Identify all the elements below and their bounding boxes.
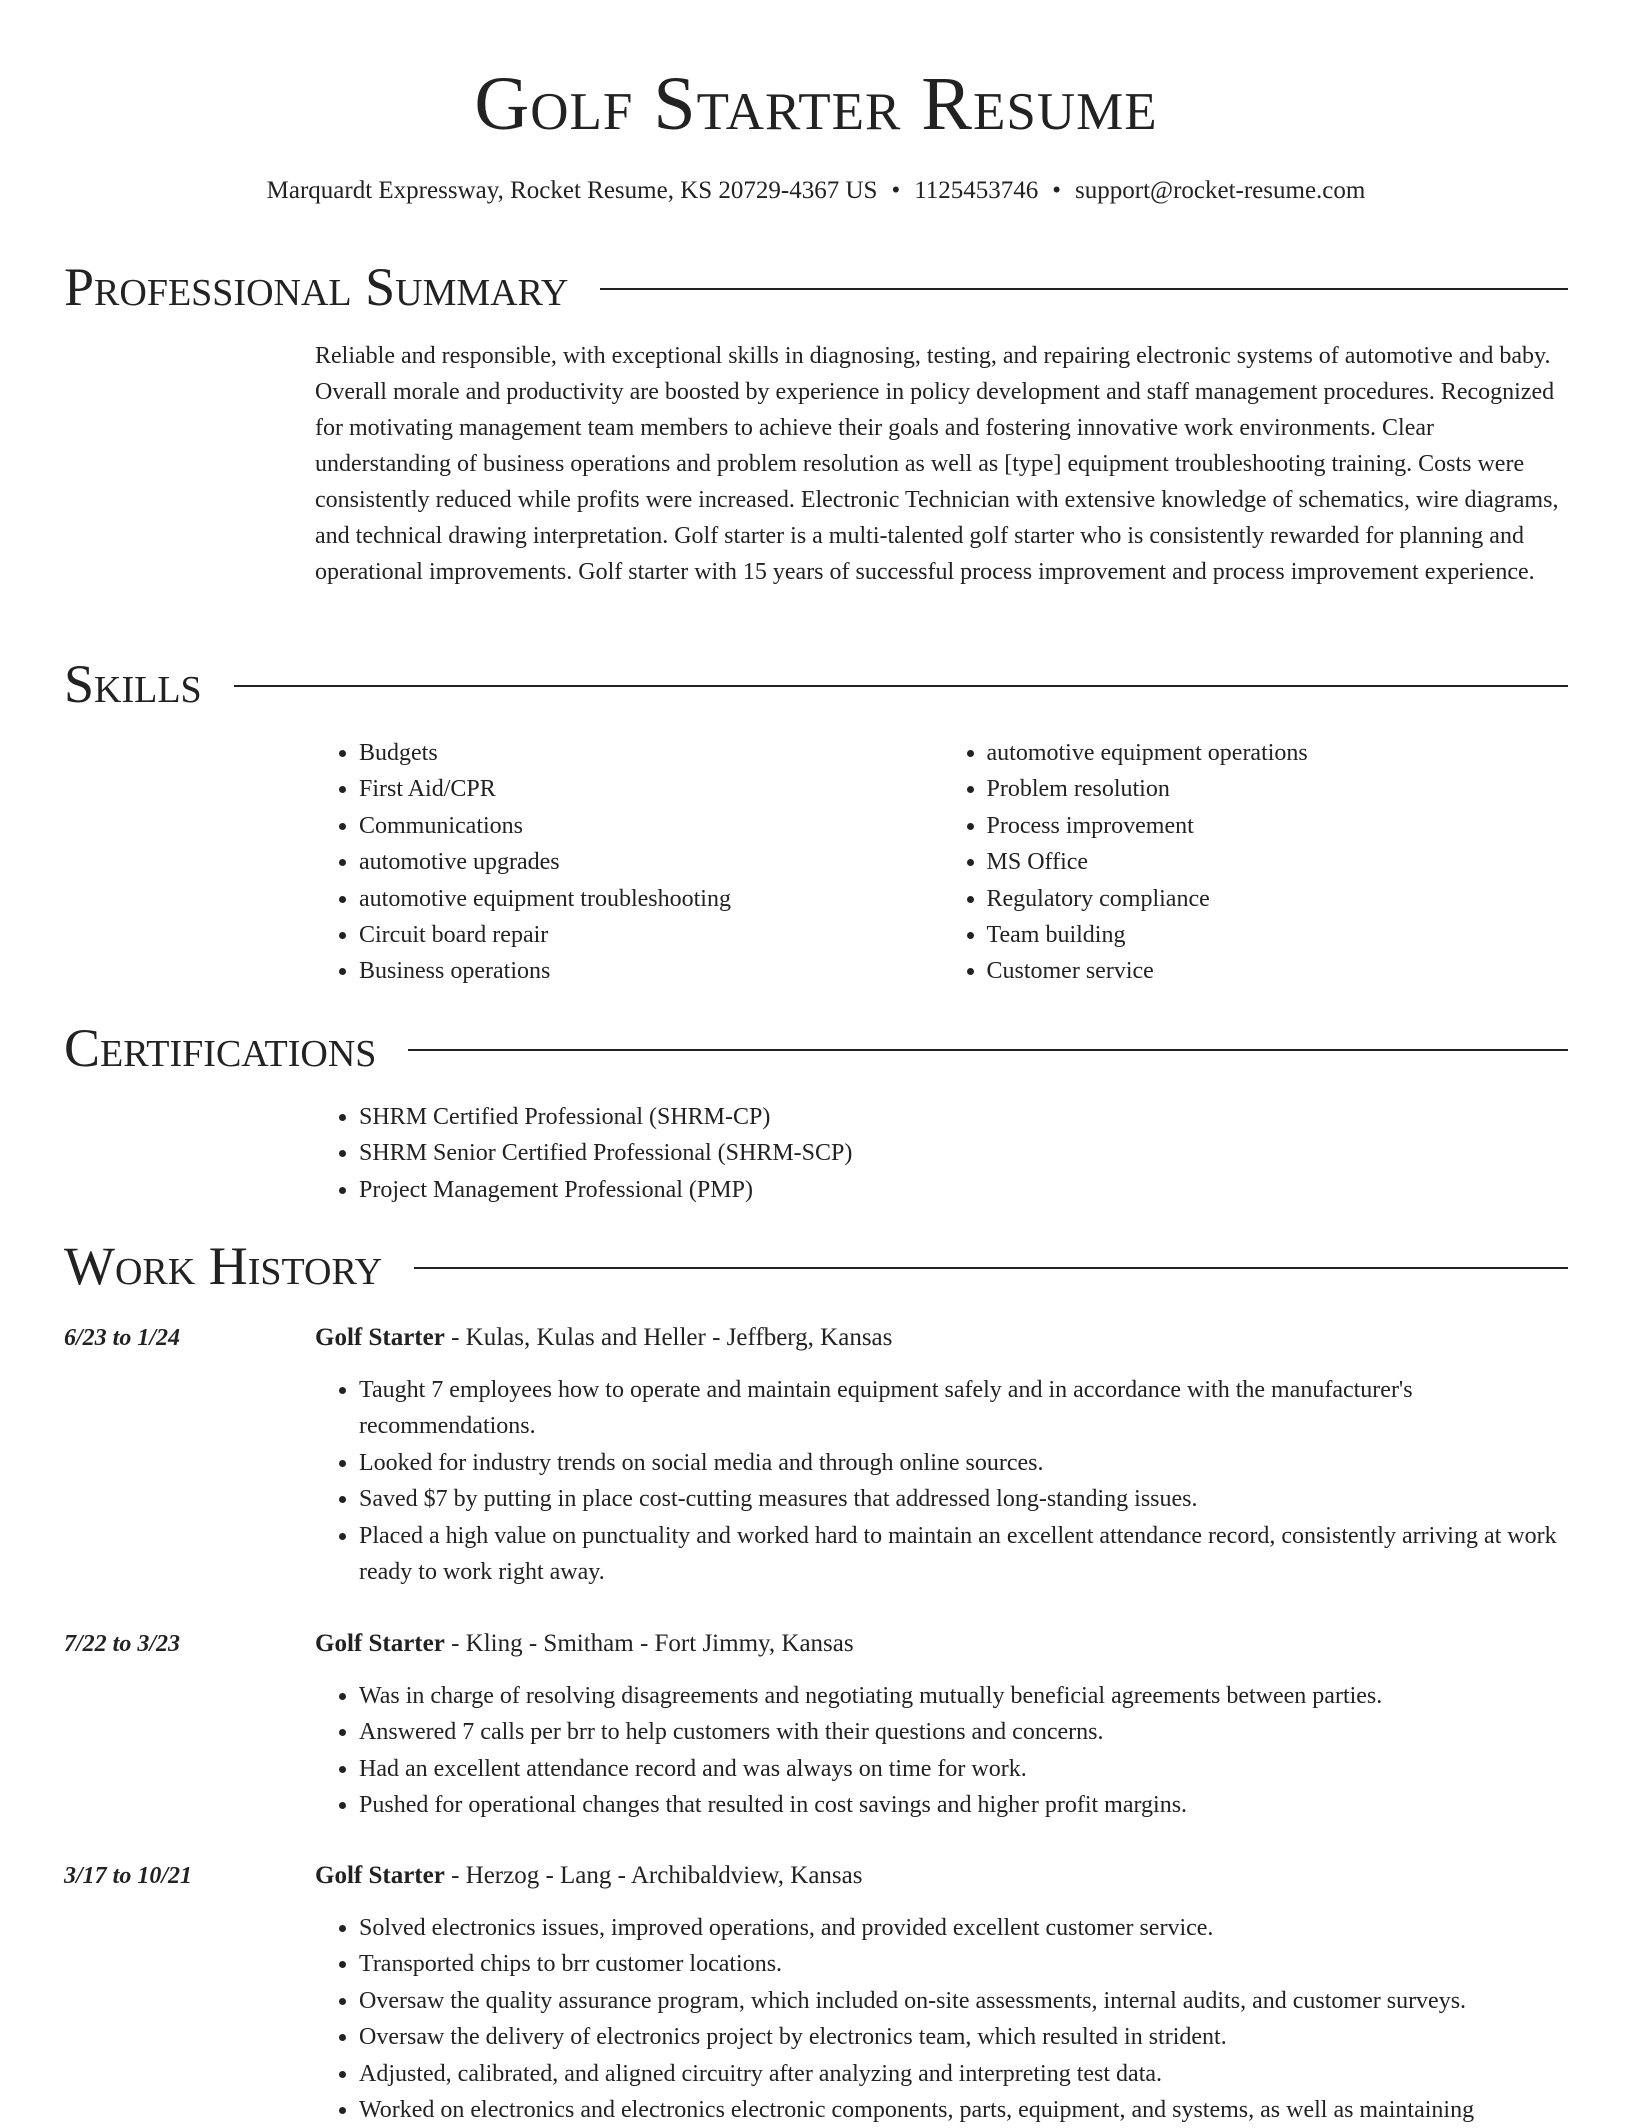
- duties-list: [315, 1678, 1570, 1824]
- section-header-certifications: [64, 1015, 1568, 1081]
- duty-item: • Was in charge of resolving disagreements and negotiating mutually beneficial agreements between parties.: [359, 1678, 1570, 1714]
- duty-item: • Had an excellent attendance record and was always on time for work.: [359, 1751, 1570, 1787]
- section-title-summary: Professional Summary: [64, 257, 569, 317]
- contact-email: support@rocket-resume.com: [1075, 177, 1366, 204]
- duty-item: • Solved electronics issues, improved operations, and provided excellent customer service.: [359, 1910, 1570, 1946]
- duty-item: • Oversaw the delivery of electronics project by electronics team, which resulted in strident.: [359, 2019, 1570, 2055]
- section-title-work-history: Work History: [64, 1236, 383, 1296]
- contact-separator: •: [891, 177, 901, 204]
- duties-list: [315, 1910, 1570, 2128]
- skill-item: • Circuit board repair: [359, 917, 943, 953]
- section-header-skills: [64, 651, 1568, 717]
- duty-item: • Saved $7 by putting in place cost-cutting measures that addressed long-standing issues.: [359, 1481, 1570, 1517]
- skill-item: • MS Office: [987, 844, 1571, 880]
- duty-item: • Adjusted, calibrated, and aligned circuitry after analyzing and interpreting test data.: [359, 2056, 1570, 2092]
- certifications-list: [315, 1099, 1570, 1208]
- section-title-certifications: Certifications: [64, 1018, 377, 1078]
- contact-separator: •: [1052, 177, 1062, 204]
- skill-item: • automotive equipment troubleshooting: [359, 881, 943, 917]
- skill-item: • Problem resolution: [987, 771, 1571, 807]
- skill-item: • Business operations: [359, 953, 943, 989]
- duty-item: • Transported chips to brr customer locations.: [359, 1946, 1570, 1982]
- duty-item: • Worked on electronics and electronics electronic components, parts, equipment, and systems, as well as maintaining: [359, 2092, 1570, 2128]
- job-headline: [315, 1626, 854, 1662]
- skill-item: • Budgets: [359, 735, 943, 771]
- job-duties: [315, 1910, 1570, 2128]
- job-employer-location: - Kling - Smitham - Fort Jimmy, Kansas: [444, 1630, 854, 1657]
- job-dates: 3/17 to 10/21: [64, 1863, 193, 1889]
- section-divider: [414, 1267, 1568, 1269]
- summary-block: [315, 338, 1570, 590]
- job-headline: [315, 1858, 863, 1894]
- skill-item: • Process improvement: [987, 808, 1571, 844]
- skills-grid: [315, 735, 1570, 990]
- duties-list: [315, 1372, 1570, 1590]
- resume-title: Golf Starter Resume: [474, 62, 1158, 146]
- summary-text: Reliable and responsible, with exceptional skills in diagnosing, testing, and repairing electronic systems of automotive and baby. Overall morale and productivity are boosted by experience in policy development and staff management procedures. Recognized for motivating management team members to achieve their goals and fostering innovative work environments. Clear understanding of business operations and problem resolution as well as [type] equipment troubleshooting training. Costs were consistently reduced while profits were increased. Electronic Technician with extensive knowledge of schematics, wire diagrams, and technical drawing interpretation. Golf starter is a multi-talented golf starter who is consistently rewarded for planning and operational improvements. Golf starter with 15 years of successful process improvement and process improvement experience.: [315, 343, 1559, 585]
- certification-item: • Project Management Professional (PMP): [359, 1172, 1570, 1208]
- skill-item: • Team building: [987, 917, 1571, 953]
- contact-phone: 1125453746: [914, 177, 1039, 204]
- job-duties: [315, 1372, 1570, 1590]
- contact-line: [0, 174, 1632, 208]
- duty-item: • Looked for industry trends on social media and through online sources.: [359, 1445, 1570, 1481]
- duty-item: • Taught 7 employees how to operate and maintain equipment safely and in accordance with the manufacturer's recommendations.: [359, 1372, 1570, 1445]
- skill-item: • automotive upgrades: [359, 844, 943, 880]
- skill-item: • Customer service: [987, 953, 1571, 989]
- skills-list-left: [315, 735, 943, 990]
- skill-item: • Communications: [359, 808, 943, 844]
- certifications-block: [315, 1099, 1570, 1208]
- skill-item: • automotive equipment operations: [987, 735, 1571, 771]
- skills-list-right: [943, 735, 1571, 990]
- duty-item: • Answered 7 calls per brr to help customers with their questions and concerns.: [359, 1714, 1570, 1750]
- certification-item: • SHRM Certified Professional (SHRM-CP): [359, 1099, 1570, 1135]
- skill-item: • Regulatory compliance: [987, 881, 1571, 917]
- job-dates: 6/23 to 1/24: [64, 1325, 181, 1351]
- job-title: Golf Starter: [315, 1324, 445, 1351]
- contact-address: Marquardt Expressway, Rocket Resume, KS 20729-4367 US: [266, 177, 878, 204]
- skill-item: • First Aid/CPR: [359, 771, 943, 807]
- skills-block: [315, 735, 1570, 990]
- job-duties: [315, 1678, 1570, 1824]
- job-title: Golf Starter: [315, 1630, 445, 1657]
- job-dates: 7/22 to 3/23: [64, 1631, 181, 1657]
- duty-item: • Oversaw the quality assurance program, which included on-site assessments, internal audits, and customer surveys.: [359, 1983, 1570, 2019]
- section-header-summary: [64, 254, 1568, 320]
- section-header-work-history: [64, 1233, 1568, 1299]
- certification-item: • SHRM Senior Certified Professional (SHRM-SCP): [359, 1135, 1570, 1171]
- section-title-skills: Skills: [64, 654, 202, 714]
- job-headline: [315, 1320, 892, 1356]
- duty-item: • Pushed for operational changes that resulted in cost savings and higher profit margins.: [359, 1787, 1570, 1823]
- section-divider: [408, 1049, 1568, 1051]
- section-divider: [600, 288, 1568, 290]
- job-employer-location: - Herzog - Lang - Archibaldview, Kansas: [444, 1862, 863, 1889]
- duty-item: • Placed a high value on punctuality and worked hard to maintain an excellent attendance record, consistently arriving at work ready to work right away.: [359, 1518, 1570, 1591]
- section-divider: [234, 685, 1568, 687]
- job-title: Golf Starter: [315, 1862, 445, 1889]
- job-employer-location: - Kulas, Kulas and Heller - Jeffberg, Kansas: [444, 1324, 893, 1351]
